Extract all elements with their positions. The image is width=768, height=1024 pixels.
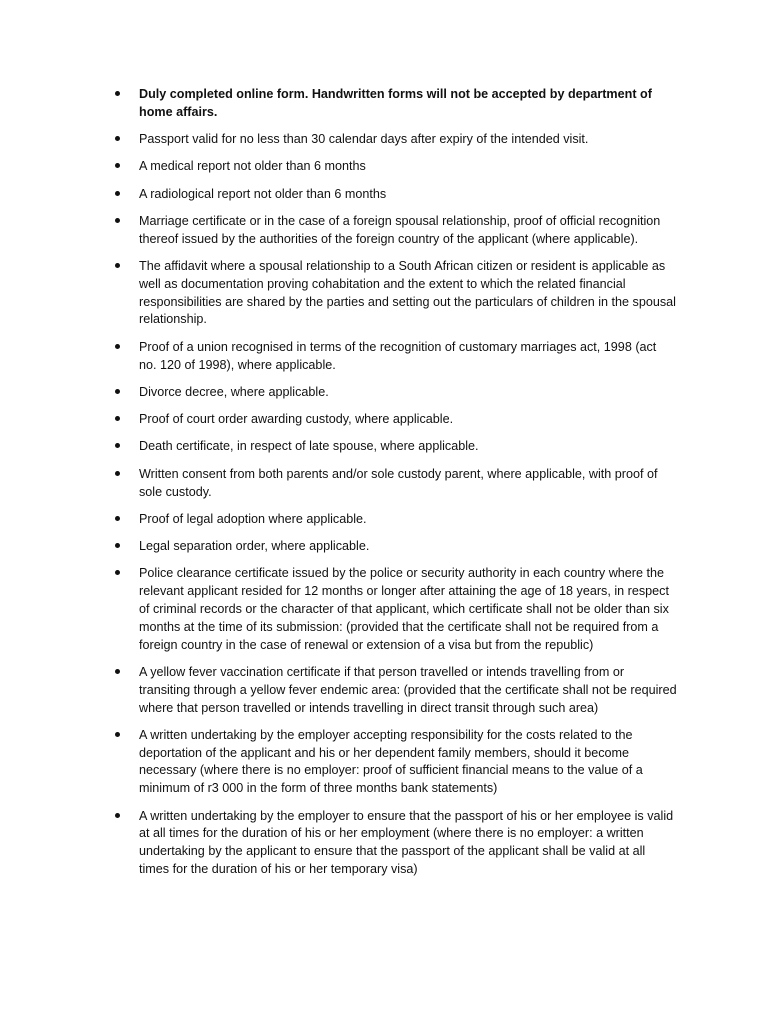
list-item (115, 538, 677, 556)
list-item-text: Proof of legal adoption where applicable. (139, 511, 367, 526)
bullet-icon (115, 339, 125, 357)
list-item-text: Police clearance certificate issued by the police or security authority in each country where the relevant applicant resided for 12 months or longer after attaining the age of 18 years, in respect of criminal records or the character of that applicant, which certificate shall not be older than six months at the time of its submission: (provided that the certificate shall not be required from a foreign country in the case of renewal or extension of a visa but from the republic) (139, 566, 669, 652)
list-item (115, 511, 677, 529)
bullet-icon (115, 727, 125, 745)
list-item (115, 186, 677, 204)
bullet-icon (115, 186, 125, 204)
requirements-list (115, 86, 677, 888)
bullet-icon (115, 213, 125, 231)
bullet-icon (115, 86, 125, 104)
bullet-icon (115, 258, 125, 276)
list-item-text: Proof of court order awarding custody, where applicable. (139, 412, 454, 427)
bullet-icon (115, 511, 125, 529)
list-item-text: Duly completed online form. Handwritten forms will not be accepted by department of home affairs. (139, 87, 652, 119)
list-item (115, 339, 677, 375)
bullet-icon (115, 808, 125, 826)
list-item-text: Passport valid for no less than 30 calendar days after expiry of the intended visit. (139, 132, 589, 147)
list-item (115, 258, 677, 329)
list-item (115, 411, 677, 429)
list-item-text: The affidavit where a spousal relationship to a South African citizen or resident is applicable as well as documentation proving cohabitation and the extent to which the related financial responsibilities are shared by the parties and setting out the particulars of children in the spousal relationship. (139, 259, 676, 327)
list-item-text: A written undertaking by the employer accepting responsibility for the costs related to the deportation of the applicant and his or her dependent family members, should it become necessary (where there is no employer: proof of sufficient financial means to the value of a minimum of r3 000 in the form of three months bank statements) (139, 727, 643, 796)
list-item-text: Marriage certificate or in the case of a foreign spousal relationship, proof of official recognition thereof issued by the authorities of the foreign country of the applicant (where applicable). (139, 213, 661, 246)
list-item-text: A medical report not older than 6 months (139, 159, 366, 174)
list-item-text: Proof of a union recognised in terms of the recognition of customary marriages act, 1998 (act no. 120 of 1998), where applicable. (139, 339, 657, 372)
bullet-icon (115, 158, 125, 176)
list-item (115, 664, 677, 717)
list-item-text: Death certificate, in respect of late spouse, where applicable. (139, 439, 479, 454)
list-item-text: Written consent from both parents and/or sole custody parent, where applicable, with proof of sole custody. (139, 466, 658, 499)
bullet-icon (115, 384, 125, 402)
bullet-icon (115, 131, 125, 149)
list-item-text: A radiological report not older than 6 months (139, 186, 387, 201)
list-item (115, 727, 677, 798)
list-item-text: A yellow fever vaccination certificate if that person travelled or intends travelling from or transiting through a yellow fever endemic area: (provided that the certificate shall not be required where that person travelled or intends travelling in direct transit through such area) (139, 664, 677, 715)
list-item-text: A written undertaking by the employer to ensure that the passport of his or her employee is valid at all times for the duration of his or her employment (where there is no employer: a written undertaking by the applicant to ensure that the passport of the applicant shall be valid at all times for the duration of his or her temporary visa) (139, 808, 674, 876)
list-item (115, 131, 677, 149)
list-item-text: Legal separation order, where applicable. (139, 539, 370, 554)
bullet-icon (115, 664, 125, 682)
list-item (115, 565, 677, 654)
list-item (115, 808, 677, 879)
bullet-icon (115, 565, 125, 583)
list-item (115, 438, 677, 456)
bullet-icon (115, 411, 125, 429)
list-item-text: Divorce decree, where applicable. (139, 384, 329, 399)
list-item (115, 86, 677, 122)
bullet-icon (115, 538, 125, 556)
list-item (115, 466, 677, 502)
list-item (115, 158, 677, 176)
list-item (115, 384, 677, 402)
bullet-icon (115, 466, 125, 484)
list-item (115, 213, 677, 249)
bullet-icon (115, 438, 125, 456)
